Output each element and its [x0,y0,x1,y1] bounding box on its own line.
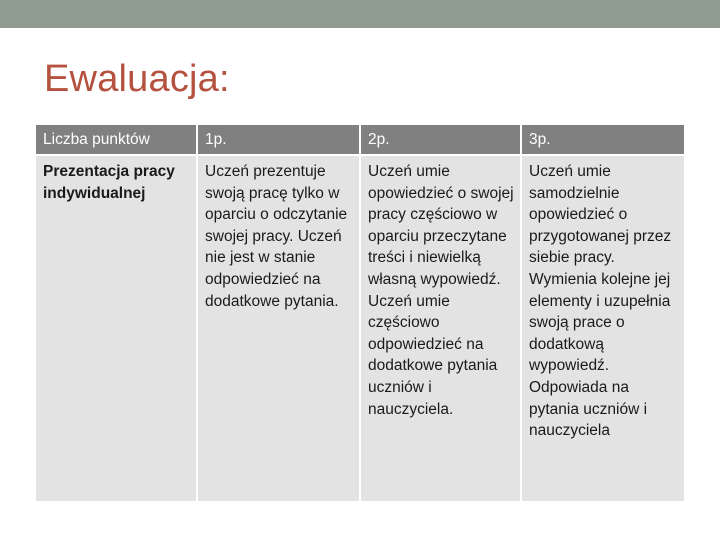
row-label: Prezentacja pracy indywidualnej [36,156,196,501]
header-cell-points: Liczba punktów [36,125,196,154]
header-cell-2p: 2p. [361,125,520,154]
slide-title: Ewaluacja: [44,58,230,100]
cell-2p: Uczeń umie opowiedzieć o swojej pracy częściowo w oparciu przeczytane treści i niewielką własną wypowiedź. Uczeń umie częściowo odpowiedzieć na dodatkowe pytania uczniów i nauczyciela. [361,156,520,501]
cell-1p: Uczeń prezentuje swoją pracę tylko w oparciu o odczytanie swojej pracy. Uczeń nie jest w stanie odpowiedzieć na dodatkowe pytania. [198,156,359,501]
table-header-row [36,125,684,154]
top-bar [0,0,720,28]
header-cell-3p: 3p. [522,125,684,154]
evaluation-table [36,125,684,501]
header-cell-1p: 1p. [198,125,359,154]
table-row [36,156,684,501]
cell-3p: Uczeń umie samodzielnie opowiedzieć o przygotowanej przez siebie pracy. Wymienia kolejne jej elementy i uzupełnia swoją prace o dodatkową wypowiedź. Odpowiada na pytania uczniów i nauczyciela [522,156,684,501]
